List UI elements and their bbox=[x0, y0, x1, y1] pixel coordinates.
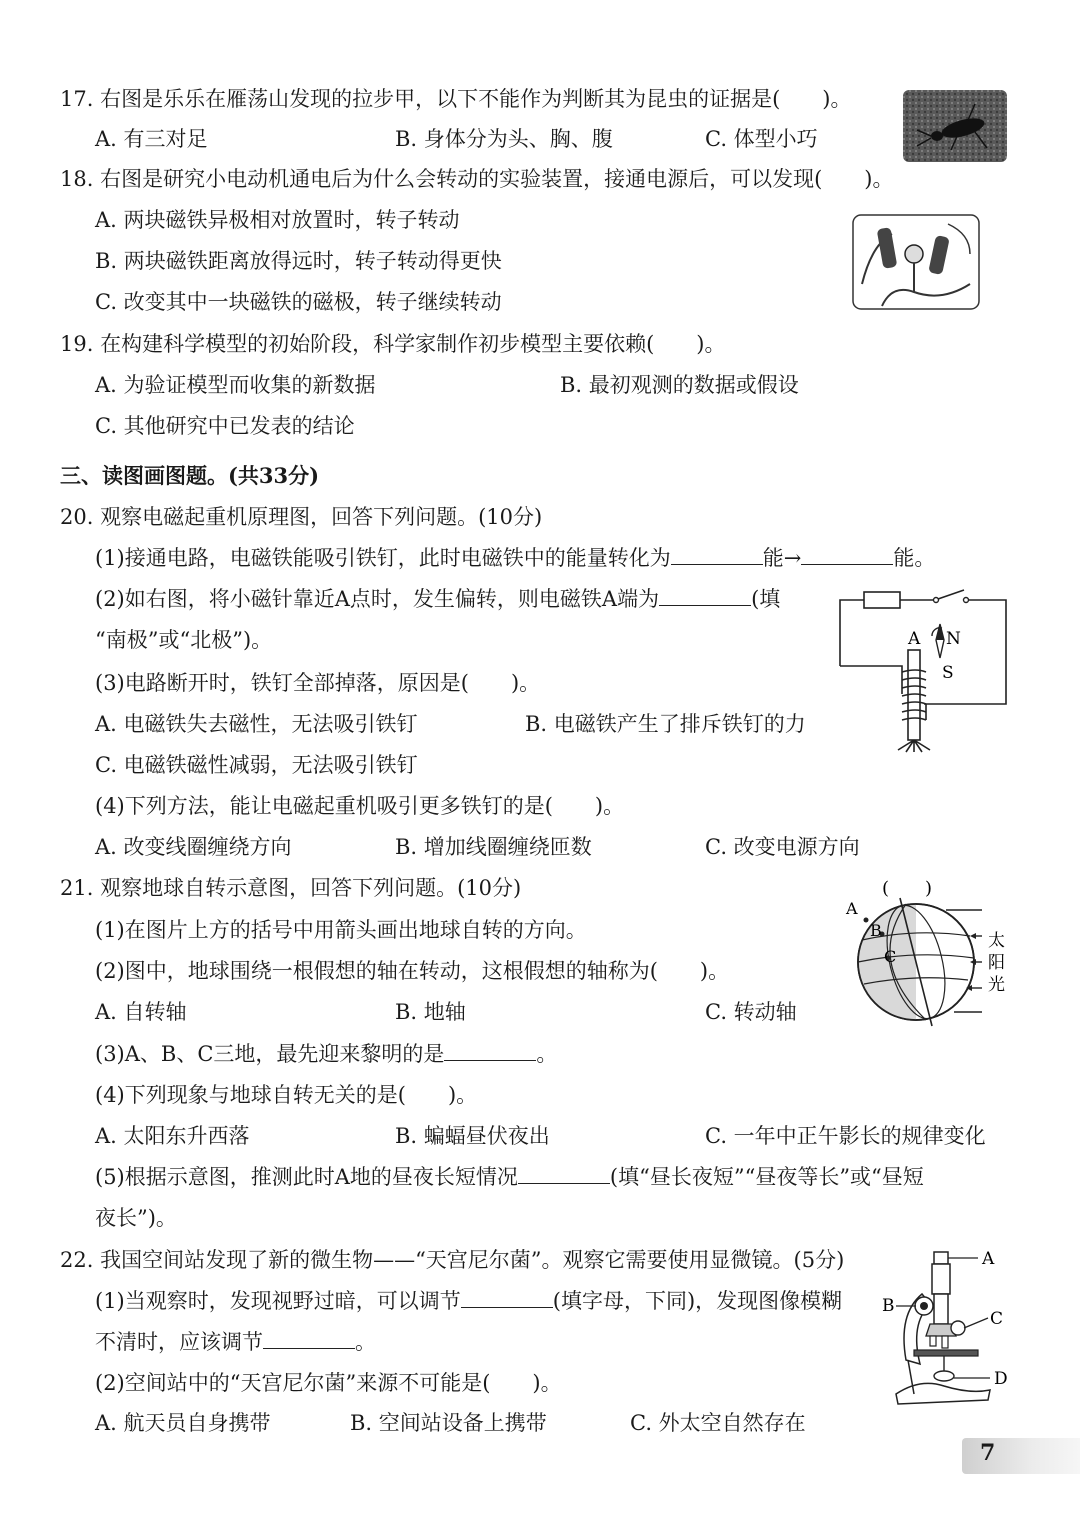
q19-option-a: A. 为验证模型而收集的新数据 bbox=[95, 373, 376, 397]
q21-part5-cont: 夜长”)。 bbox=[95, 1206, 177, 1230]
q21-part5-tail: (填“昼长夜短”“昼夜等长”或“昼短 bbox=[609, 1165, 924, 1189]
q21-part5-text: (5)根据示意图，推测此时A地的昼夜长短情况 bbox=[95, 1165, 518, 1189]
q20-part3: (3)电路断开时，铁钉全部掉落，原因是( )。 bbox=[95, 671, 541, 695]
q22-part1-end: 。 bbox=[355, 1330, 376, 1354]
fig-point-a: A bbox=[846, 899, 858, 918]
q20-part4-option-b: B. 增加线圈缠绕匝数 bbox=[395, 835, 592, 859]
q22-part2-option-a: A. 航天员自身携带 bbox=[95, 1411, 271, 1435]
q20-part1-mid: 能→ bbox=[762, 546, 802, 570]
q22-part1-mid: (填字母，下同)，发现图像模糊 bbox=[552, 1289, 843, 1313]
electromagnet-circuit-figure bbox=[836, 584, 1010, 754]
q19-option-b: B. 最初观测的数据或假设 bbox=[560, 373, 799, 397]
fig-label-b: B bbox=[882, 1296, 895, 1316]
microscope-figure bbox=[880, 1244, 1016, 1410]
q20-part3-option-b: B. 电磁铁产生了排斥铁钉的力 bbox=[525, 712, 806, 736]
q22-part1 bbox=[95, 1286, 842, 1316]
q22-part1-text2: 不清时，应该调节 bbox=[95, 1330, 263, 1354]
q18-option-b: B. 两块磁铁距离放得远时，转子转动得更快 bbox=[95, 249, 502, 273]
fig-label-a: A bbox=[982, 1249, 995, 1269]
q19-option-c: C. 其他研究中已发表的结论 bbox=[95, 414, 355, 438]
q22-part1-cont bbox=[95, 1327, 376, 1357]
fig-point-b: B bbox=[870, 921, 882, 940]
q21-part3-text: (3)A、B、C三地，最先迎来黎明的是 bbox=[95, 1042, 445, 1066]
fig-sunlight-3: 光 bbox=[988, 975, 1005, 995]
answer-blank[interactable] bbox=[263, 1328, 355, 1349]
fig-label-d: D bbox=[994, 1369, 1008, 1389]
q18-option-a: A. 两块磁铁异极相对放置时，转子转动 bbox=[95, 208, 460, 232]
q20-part4-option-a: A. 改变线圈缠绕方向 bbox=[95, 835, 292, 859]
page-number: 7 bbox=[980, 1440, 996, 1466]
q21-part2-option-a: A. 自转轴 bbox=[95, 1000, 187, 1024]
q17-option-c: C. 体型小巧 bbox=[705, 127, 818, 151]
q20-part2-text: (2)如右图，将小磁针靠近A点时，发生偏转，则电磁铁A端为 bbox=[95, 587, 660, 611]
q18-stem: 18. 右图是研究小电动机通电后为什么会转动的实验装置，接通电源后，可以发现( )。 bbox=[60, 167, 894, 191]
answer-blank[interactable] bbox=[659, 585, 751, 606]
fig-label-a: A bbox=[908, 629, 921, 649]
q21-part2-option-b: B. 地轴 bbox=[395, 1000, 466, 1024]
q22-stem: 22. 我国空间站发现了新的微生物——“天宫尼尔菌”。观察它需要使用显微镜。(5分) bbox=[60, 1248, 845, 1272]
fig-sunlight-2: 阳 bbox=[988, 953, 1005, 973]
fig-sunlight-1: 太 bbox=[988, 931, 1005, 951]
q21-part3 bbox=[95, 1039, 557, 1069]
q21-part4: (4)下列现象与地球自转无关的是( )。 bbox=[95, 1083, 478, 1107]
q19-stem: 19. 在构建科学模型的初始阶段，科学家制作初步模型主要依赖( )。 bbox=[60, 332, 726, 356]
q21-part4-option-c: C. 一年中正午影长的规律变化 bbox=[705, 1124, 986, 1148]
q20-stem: 20. 观察电磁起重机原理图，回答下列问题。(10分) bbox=[60, 505, 543, 529]
answer-blank[interactable] bbox=[518, 1163, 610, 1184]
fig-label-c: C bbox=[990, 1309, 1004, 1329]
q22-part1-text: (1)当观察时，发现视野过暗，可以调节 bbox=[95, 1289, 461, 1313]
fig-label-s: S bbox=[942, 663, 954, 683]
q21-part2: (2)图中，地球围绕一根假想的轴在转动，这根假想的轴称为( )。 bbox=[95, 959, 730, 983]
q21-part5 bbox=[95, 1162, 924, 1192]
answer-blank[interactable] bbox=[801, 544, 893, 565]
q20-part1-end: 能。 bbox=[893, 546, 936, 570]
answer-blank[interactable] bbox=[444, 1040, 536, 1061]
q20-part3-option-c: C. 电磁铁磁性减弱，无法吸引铁钉 bbox=[95, 753, 418, 777]
q20-part1 bbox=[95, 543, 935, 573]
beetle-photo bbox=[903, 90, 1007, 162]
q22-part2-option-b: B. 空间站设备上携带 bbox=[350, 1411, 547, 1435]
q20-part2-tail: (填 bbox=[751, 587, 781, 611]
fig-label-n: N bbox=[946, 629, 961, 649]
q20-part2-cont: “南极”或“北极”)。 bbox=[95, 628, 273, 652]
page-number-tab bbox=[962, 1438, 1080, 1474]
earth-rotation-figure bbox=[826, 870, 1016, 1030]
motor-apparatus-figure bbox=[852, 214, 980, 310]
q20-part3-option-a: A. 电磁铁失去磁性，无法吸引铁钉 bbox=[95, 712, 418, 736]
fig-point-c: C bbox=[884, 947, 897, 966]
answer-blank[interactable] bbox=[461, 1287, 553, 1308]
q20-part2 bbox=[95, 584, 780, 614]
q20-part4: (4)下列方法，能让电磁起重机吸引更多铁钉的是( )。 bbox=[95, 794, 625, 818]
q22-part2-option-c: C. 外太空自然存在 bbox=[630, 1411, 806, 1435]
q21-part4-option-b: B. 蝙蝠昼伏夜出 bbox=[395, 1124, 550, 1148]
q20-part1-text: (1)接通电路，电磁铁能吸引铁钉，此时电磁铁中的能量转化为 bbox=[95, 546, 671, 570]
q22-part2: (2)空间站中的“天宫尼尔菌”来源不可能是( )。 bbox=[95, 1371, 562, 1395]
q17-stem: 17. 右图是乐乐在雁荡山发现的拉步甲，以下不能作为判断其为昆虫的证据是( )。 bbox=[60, 87, 852, 111]
answer-blank[interactable] bbox=[671, 544, 763, 565]
q17-option-a: A. 有三对足 bbox=[95, 127, 208, 151]
section-3-title: 三、读图画图题。(共33分) bbox=[60, 463, 320, 488]
q21-part1: (1)在图片上方的括号中用箭头画出地球自转的方向。 bbox=[95, 918, 587, 942]
q21-part2-option-c: C. 转动轴 bbox=[705, 1000, 797, 1024]
q21-stem: 21. 观察地球自转示意图，回答下列问题。(10分) bbox=[60, 876, 522, 900]
rotation-answer-parens[interactable]: ( ) bbox=[882, 878, 933, 899]
q20-part4-option-c: C. 改变电源方向 bbox=[705, 835, 860, 859]
q18-option-c: C. 改变其中一块磁铁的磁极，转子继续转动 bbox=[95, 290, 502, 314]
q21-part4-option-a: A. 太阳东升西落 bbox=[95, 1124, 250, 1148]
q17-option-b: B. 身体分为头、胸、腹 bbox=[395, 127, 613, 151]
q21-part3-end: 。 bbox=[536, 1042, 558, 1066]
